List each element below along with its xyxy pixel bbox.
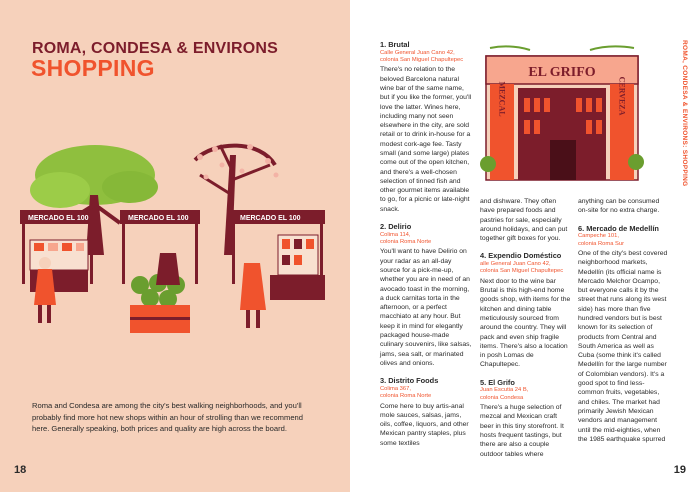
entry-address-line: Calle General Juan Cano 42, — [380, 49, 455, 56]
entry-title: 5. El Grifo — [480, 377, 515, 387]
column-3 — [578, 196, 670, 452]
intro-paragraph: Roma and Condesa are among the city's best walking neighborhoods, and you'll probably find more hot new shops within an hour of strolling than we recommend here. Generally speaking, both prices and quality are high across the board. — [32, 401, 303, 434]
entry-address-line: colonia San Miguel Chapultepec — [480, 268, 564, 275]
grifo-sign: EL GRIFO — [528, 65, 596, 80]
entry-mercado-de-medellin — [578, 224, 670, 445]
entry-body: You'll want to have Delirio on your radar as an all-day source for a pick-me-up, whether you are in need of an avocado toast in the morning, a duck carnitas torta in the afternoon, or a perfect macchiato at any hour. But keep it in mind for elegantly packaged house-made culinary souvenirs, like salsas, jams, sea salt, or marinated olives and onions. — [380, 248, 472, 367]
entry-body: There's no relation to the beloved Barcelona natural wine bar of the same name, but if you like the former, you'll love the latter. Wines here, including many not seen elsewhere in the city, are sold retail or to drink in-house for a modest cork-age fee. Tasty small (and some large) plates come out of the open kitchen, and there's a well-chosen selection of tinned fish and other gourmet items available to go, for a picnic or late-night snack. — [380, 66, 472, 213]
entry-delirio — [380, 222, 472, 368]
entry-body: One of the city's best covered neighborhood markets, Medellín (its official name is Mercado Melchor Ocampo, but everyone calls it by the street that runs along its west side) has more than five hundred vendors but is best known for its selection of products from Central and South America as well as Cuba (some think it's called Medellín for the large number of Colombian vendors). It's a good spot to find less-common fruits, vegetables, and chiles. The market had primarily Jewish Mexican vendors and management until the mid-eighties, when the 1985 earthquake spurred — [578, 249, 668, 443]
section-kicker: ROMA, CONDESA & ENVIRONS — [32, 40, 279, 57]
market-stall-3 — [230, 210, 325, 328]
entry-address-line: alle General Juan Cano 42, — [480, 260, 551, 267]
market-illustration — [20, 135, 335, 350]
entry-address-line: colonia Roma Sur — [578, 240, 625, 247]
entry-body: There's a huge selection of mezcal and Mexican craft beer in this tiny storefront. It hosts frequent tastings, but there are also a couple outdoor tables where — [480, 404, 564, 458]
entry-address-line: Colima 367, — [380, 385, 411, 392]
tree-left — [30, 145, 158, 255]
tree-right — [195, 144, 279, 255]
entry-title: 3. Distrito Foods — [380, 376, 439, 386]
entry-title: 1. Brutal — [380, 40, 410, 49]
entry-address-line: colonia San Miguel Chapultepec — [380, 56, 464, 63]
entry-body: Come here to buy artis-anal mole sauces, salsas, jams, oils, coffee, liquors, and other Mexican pantry staples, plus some textiles — [380, 402, 469, 447]
market-stall-2 — [120, 210, 200, 333]
entry-distrito-foods — [380, 376, 472, 448]
page-number-right: 19 — [673, 464, 686, 476]
page-title: SHOPPING — [31, 55, 155, 81]
entry-title: 4. Expendio Doméstico — [480, 251, 562, 261]
column-2 — [480, 196, 572, 467]
grifo-left-word: MEZCAL — [497, 81, 507, 117]
stall-sign-3: MERCADO EL 100 — [240, 215, 301, 222]
entry-address-line: colonia Roma Norte — [380, 393, 432, 400]
el-grifo-illustration — [480, 44, 644, 188]
entry-distrito-foods-continued — [480, 197, 572, 243]
entry-body: anything can be consumed on-site for no extra charge. — [578, 198, 660, 215]
entry-address-line: colonia Condesa — [480, 394, 524, 401]
entry-title: 6. Mercado de Medellín — [578, 223, 659, 233]
running-section-label: ROMA, CONDESA & ENVIRONS: SHOPPING — [681, 40, 688, 187]
page-number-left: 18 — [14, 464, 27, 476]
market-stall-1 — [20, 210, 95, 323]
stall-sign-1: MERCADO EL 100 — [28, 215, 89, 222]
entry-address-line: Juan Escutia 24 B, — [480, 387, 529, 394]
entry-el-grifo-continued — [578, 197, 670, 216]
stall-sign-2: MERCADO EL 100 — [128, 215, 189, 222]
entry-address-line: colonia Roma Norte — [380, 238, 432, 245]
entry-body: Next door to the wine bar Brutal is this high-end home goods shop, with items for the kitchen and dining table meticulously sourced from around the country. They will pack and even ship fragile items. There's also a location in posh Lomas de Chapultepec. — [480, 277, 571, 369]
entry-address-line: Colima 114, — [380, 231, 411, 238]
entry-address-line: Campeche 101, — [578, 233, 619, 240]
entry-title: 2. Delirio — [380, 222, 412, 232]
entry-brutal — [380, 40, 472, 214]
entry-body: and dishware. They often have prepared foods and pastries for sale, especially around holidays, and can put together gift boxes for you. — [480, 198, 568, 243]
column-1 — [380, 40, 472, 456]
entry-expendio-domestico — [480, 251, 572, 369]
entry-el-grifo — [480, 378, 572, 459]
grifo-right-word: CERVEZA — [617, 76, 627, 116]
